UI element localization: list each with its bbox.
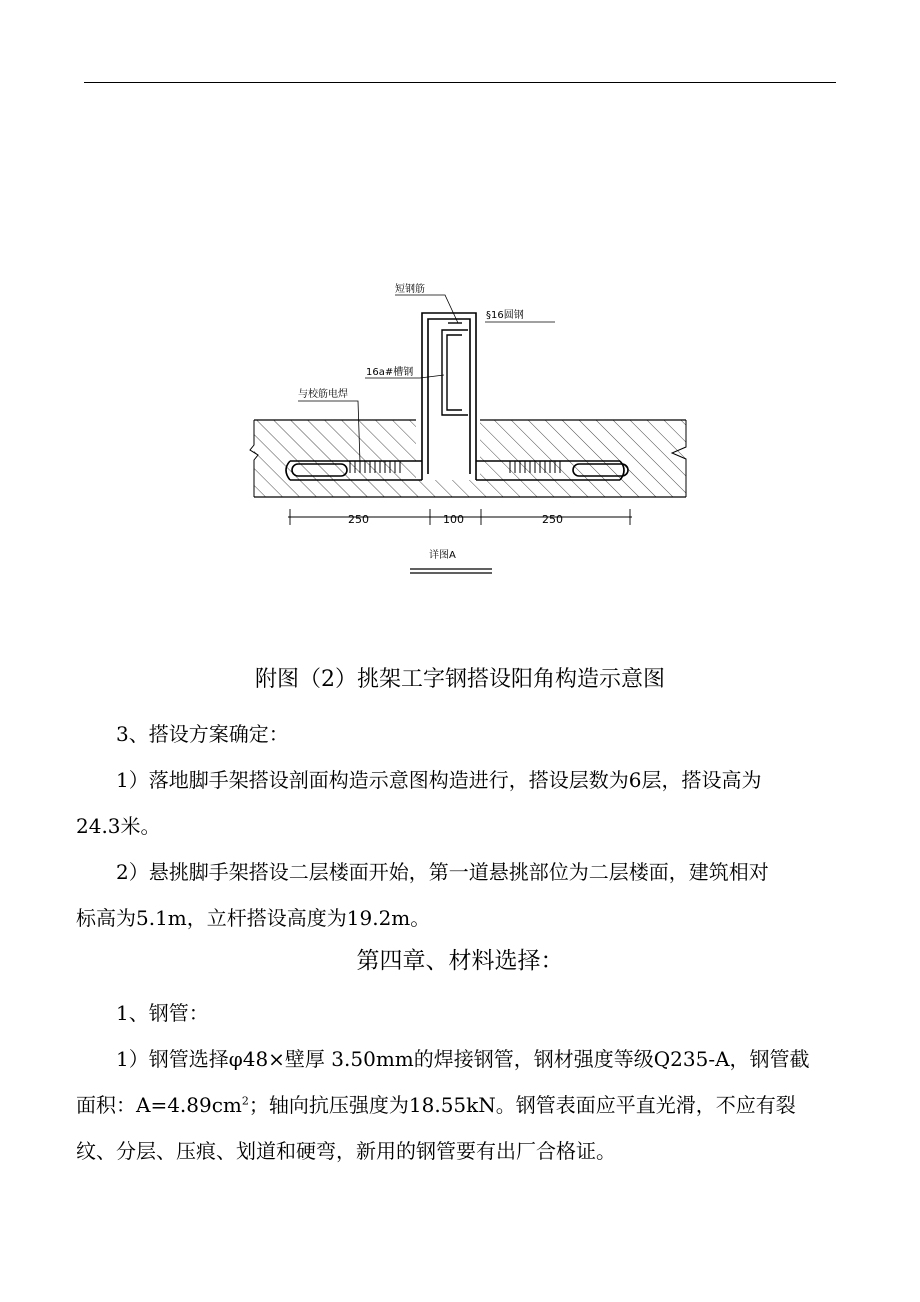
item1-line1: 1）落地脚手架搭设剖面构造示意图构造进行，搭设层数为6层，搭设高为 bbox=[116, 768, 762, 792]
p1-line1: 1）钢管选择φ48×壁厚 3.50mm的焊接钢管，钢材强度等级Q235-A，钢管截 bbox=[116, 1047, 810, 1071]
p1-line2 bbox=[76, 1082, 836, 1128]
p1-line2-sup: 2 bbox=[241, 1094, 249, 1108]
section3-title: 3、搭设方案确定： bbox=[116, 722, 289, 746]
p1-line2-a: 面积：A=4.89cm bbox=[76, 1093, 242, 1117]
figure-caption: 附图（2）挑架工字钢搭设阳角构造示意图 bbox=[255, 667, 665, 692]
sub1-title: 1、钢管： bbox=[116, 1001, 209, 1025]
detail-title: 详图A bbox=[429, 550, 456, 561]
item2-line1: 2）悬挑脚手架搭设二层楼面开始，第一道悬挑部位为二层楼面，建筑相对 bbox=[116, 860, 769, 884]
chapter4-title: 第四章、材料选择： bbox=[356, 948, 564, 974]
label-short-rebar: 短钢筋 bbox=[395, 284, 425, 295]
header-rule bbox=[84, 82, 836, 83]
label-weld-note: 与校筋电焊 bbox=[298, 389, 348, 400]
dimension-right: 250 bbox=[542, 513, 563, 526]
item1-line2: 24.3米。 bbox=[76, 814, 161, 838]
dimension-middle: 100 bbox=[443, 513, 464, 526]
item2-line2: 标高为5.1m，立杆搭设高度为19.2m。 bbox=[76, 906, 431, 930]
p1-line3: 纹、分层、压痕、划道和硬弯，新用的钢管要有出厂合格证。 bbox=[76, 1139, 616, 1163]
dimension-left: 250 bbox=[348, 513, 369, 526]
label-round-steel: §16圆钢 bbox=[486, 310, 524, 321]
detail-figure bbox=[230, 275, 700, 585]
label-channel-steel: 16a#槽钢 bbox=[366, 367, 414, 378]
p1-line2-b: ；轴向抗压强度为18.55kN。钢管表面应平直光滑，不应有裂 bbox=[248, 1093, 796, 1117]
